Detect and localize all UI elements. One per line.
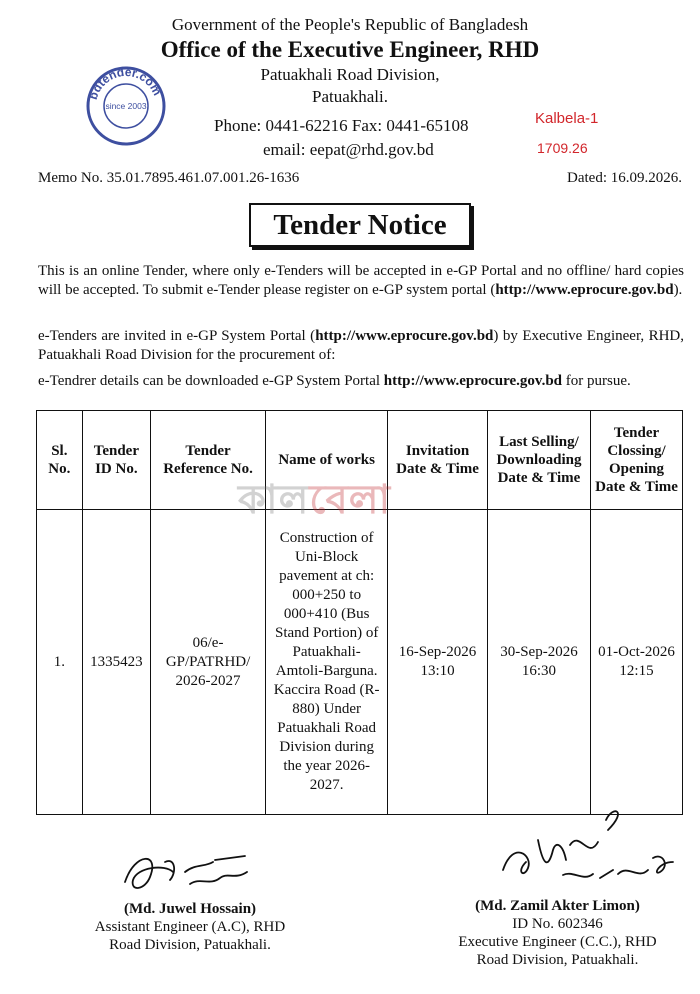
p1-end: ).: [673, 282, 683, 298]
svg-text:bdtender.com: [86, 65, 165, 101]
government-line: Government of the People's Republic of Bangladesh: [171, 15, 529, 34]
cell-sl: 1.: [37, 510, 83, 815]
header-closing: Tender Clossing/ Opening Date & Time: [591, 411, 683, 510]
signatory-right-id: ID No. 602346: [512, 916, 603, 932]
newspaper-date: 1709.26: [537, 140, 588, 156]
signatory-right: [445, 897, 670, 969]
kalbela-watermark: [238, 468, 391, 535]
cell-closing: 01-Oct-2026 12:15: [591, 510, 683, 815]
paragraph-invitation: [38, 327, 684, 365]
signatory-left-name: (Md. Juwel Hossain): [123, 901, 257, 917]
header-works: Name of works: [266, 411, 388, 510]
signatory-right-title: Executive Engineer (C.C.), RHD: [458, 934, 657, 950]
signatory-right-name: (Md. Zamil Akter Limon): [475, 898, 640, 914]
p3-text-a: e-Tendrer details can be downloaded e-GP System Portal: [38, 373, 384, 389]
cell-works: Construction of Uni-Block pavement at ch: 000+250 to 000+410 (Bus Stand Portion) of Patuakhali-Amtoli-Barguna. Kaccira Road (R-880) Under Patuakhali Road Division during the year 2026-2027.: [266, 510, 388, 815]
header-sl: Sl. No.: [37, 411, 83, 510]
header-tender-id: Tender ID No.: [82, 411, 150, 510]
memo-number: Memo No. 35.01.7895.461.07.001.26-1636: [38, 170, 300, 186]
paragraph-online-tender: [38, 262, 684, 300]
phone-fax: Phone: 0441-62216 Fax: 0441-65108: [214, 116, 469, 135]
header-reference: Tender Reference No.: [150, 411, 265, 510]
signature-left-icon: [115, 842, 265, 902]
seal-site-text: bdtender.com: [85, 65, 165, 102]
signatory-right-office: Road Division, Patuakhali.: [476, 952, 639, 968]
watermark-part-a: কাল: [238, 477, 310, 523]
bdtender-seal-icon: [85, 65, 167, 147]
header-invitation: Invitation Date & Time: [388, 411, 488, 510]
eprocure-link[interactable]: http://www.eprocure.gov.bd: [315, 328, 494, 344]
eprocure-link[interactable]: http://www.eprocure.gov.bd: [495, 282, 674, 298]
cell-invitation: 16-Sep-2026 13:10: [388, 510, 488, 815]
dated: Dated: 16.09.2026.: [567, 170, 682, 186]
notice-title-box: [249, 203, 471, 247]
cell-reference: 06/e-GP/PATRHD/ 2026-2027: [150, 510, 265, 815]
cell-selling: 30-Sep-2026 16:30: [487, 510, 590, 815]
cell-tender-id: 1335423: [82, 510, 150, 815]
signatory-left-office: Road Division, Patuakhali.: [109, 937, 271, 953]
watermark-part-b: বেলা: [309, 477, 392, 523]
newspaper-label: Kalbela-1: [535, 110, 599, 127]
seal-since-text: since 2003: [105, 101, 147, 111]
p2-text-a: e-Tenders are invited in e-GP System Portal (: [38, 328, 316, 344]
table-row: [37, 510, 683, 815]
notice-title: Tender Notice: [273, 208, 447, 241]
signatory-left-title: Assistant Engineer (A.C), RHD: [94, 919, 286, 935]
p2-text-b: ) by Executive Engineer, RHD, Patuakhali Road Division for the procurement of:: [38, 328, 684, 363]
office-title: Office of the Executive Engineer, RHD: [160, 37, 540, 62]
eprocure-link[interactable]: http://www.eprocure.gov.bd: [383, 373, 563, 389]
p1-text: This is an online Tender, where only e-Tenders will be accepted in e-GP Portal and no offline/ hard copies will be accepted. To submit e-Tender please register on e-GP system portal (: [38, 263, 684, 298]
p3-text-b: for pursue.: [562, 373, 631, 389]
paragraph-download: [38, 372, 684, 391]
division-line: Patuakhali Road Division,: [260, 65, 440, 84]
city-line: Patuakhali.: [311, 87, 388, 106]
signatory-left: [85, 900, 295, 954]
email-line: email: eepat@rhd.gov.bd: [263, 140, 434, 159]
header-selling: Last Selling/ Downloading Date & Time: [487, 411, 590, 510]
signature-right-icon: [488, 800, 688, 895]
